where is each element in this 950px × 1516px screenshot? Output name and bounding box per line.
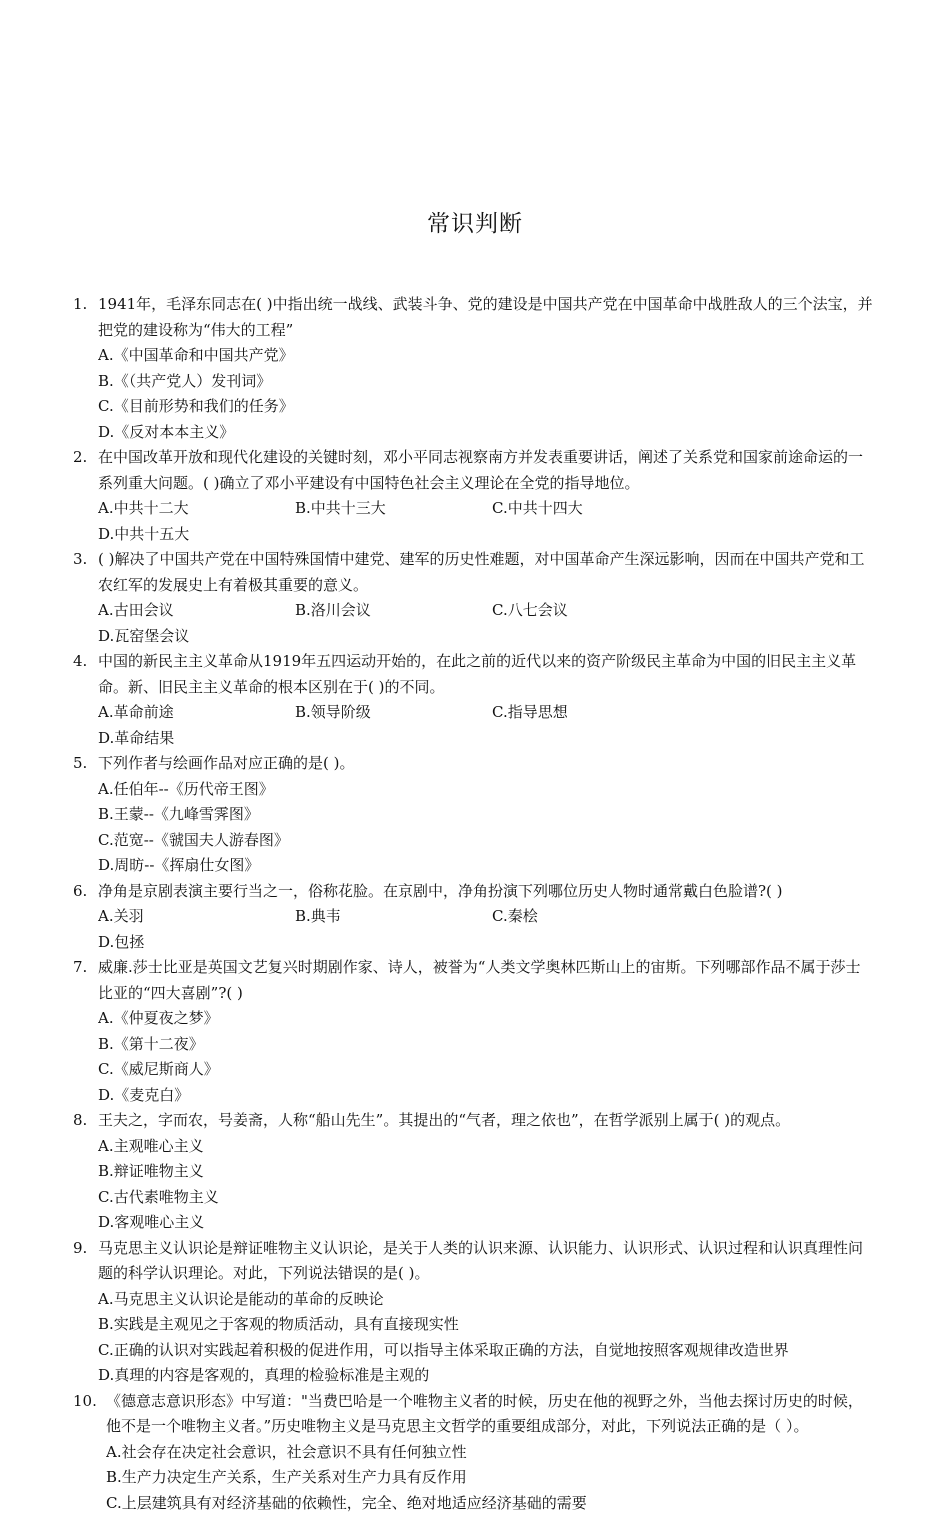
question-text: 在中国改革开放和现代化建设的关键时刻，邓小平同志视察南方并发表重要讲话，阐述了关系党和国家前途命运的一系列重大问题。( )确立了邓小平建设有中国特色社会主义理论在全党的指导地位。 [98, 445, 873, 496]
option-c: C.古代素唯物主义 [98, 1185, 492, 1211]
question-text: 马克思主义认识论是辩证唯物主义认识论，是关于人类的认识来源、认识能力、认识形式、认识过程和认识真理性问题的科学认识理论。对此，下列说法错误的是( )。 [98, 1236, 873, 1287]
question-text: 1941年，毛泽东同志在( )中指出统一战线、武装斗争、党的建设是中国共产党在中国革命中战胜敌人的三个法宝，并把党的建设称为“伟大的工程” [98, 292, 873, 343]
option-b: B.洛川会议 [295, 598, 492, 624]
question-number: 5. [73, 751, 97, 777]
question-9 [73, 1236, 873, 1389]
question-7 [73, 955, 873, 1108]
question-number: 2. [73, 445, 97, 471]
option-d: D.革命结果 [98, 726, 295, 752]
question-number: 1. [73, 292, 97, 318]
option-list [98, 1134, 873, 1236]
page-title: 常识判断 [0, 205, 950, 238]
option-a: A.关羽 [98, 904, 295, 930]
option-d: D.《麦克白》 [98, 1083, 492, 1109]
question-3 [73, 547, 873, 649]
option-a: A.《中国革命和中国共产党》 [98, 343, 492, 369]
option-a: A.主观唯心主义 [98, 1134, 492, 1160]
option-list [98, 777, 873, 879]
question-number: 8. [73, 1108, 97, 1134]
option-c: C.《威尼斯商人》 [98, 1057, 492, 1083]
option-a: A.社会存在决定社会意识，社会意识不具有任何独立性 [106, 1440, 873, 1466]
option-b: B.典韦 [295, 904, 492, 930]
option-list [106, 1440, 873, 1516]
option-d: D.真理的内容是客观的，真理的检验标准是主观的 [98, 1363, 873, 1389]
question-1 [73, 292, 873, 445]
option-list [98, 343, 873, 445]
option-c: C.八七会议 [492, 598, 689, 624]
question-text: 《德意志意识形态》中写道："当费巴哈是一个唯物主义者的时候，历史在他的视野之外，当他去探讨历史的时候，他不是一个唯物主义者。”历史唯物主义是马克思主文哲学的重要组成部分，对此，下列说法正确的是（ ）。 [106, 1389, 873, 1440]
option-d: D.包拯 [98, 930, 295, 956]
option-b: B.实践是主观见之于客观的物质活动，具有直接现实性 [98, 1312, 873, 1338]
option-d: D.周昉--《挥扇仕女图》 [98, 853, 492, 879]
question-number: 7. [73, 955, 97, 981]
option-a: A.古田会议 [98, 598, 295, 624]
option-b: B.领导阶级 [295, 700, 492, 726]
option-list [98, 1287, 873, 1389]
option-list [98, 1006, 873, 1108]
option-c: C.秦桧 [492, 904, 689, 930]
question-text: 威廉.莎士比亚是英国文艺复兴时期剧作家、诗人，被誉为“人类文学奥林匹斯山上的宙斯。下列哪部作品不属于莎士比亚的“四大喜剧”?( ) [98, 955, 873, 1006]
option-b: B.王蒙--《九峰雪霁图》 [98, 802, 492, 828]
option-a: A.中共十二大 [98, 496, 295, 522]
question-text: 下列作者与绘画作品对应正确的是( )。 [98, 751, 873, 777]
question-text: ( )解决了中国共产党在中国特殊国情中建党、建军的历史性难题，对中国革命产生深远影响，因而在中国共产党和工农红军的发展史上有着极其重要的意义。 [98, 547, 873, 598]
option-list [98, 598, 873, 649]
option-c: C.中共十四大 [492, 496, 689, 522]
option-a: A.马克思主义认识论是能动的革命的反映论 [98, 1287, 873, 1313]
option-c: C.指导思想 [492, 700, 689, 726]
option-c: C.《目前形势和我们的任务》 [98, 394, 492, 420]
question-2 [73, 445, 873, 547]
option-d: D.《反对本本主义》 [98, 420, 492, 446]
question-4 [73, 649, 873, 751]
option-b: B.中共十三大 [295, 496, 492, 522]
question-number: 9. [73, 1236, 97, 1262]
option-a: A.革命前途 [98, 700, 295, 726]
option-b: B.生产力决定生产关系，生产关系对生产力具有反作用 [106, 1465, 873, 1491]
option-b: B.《第十二夜》 [98, 1032, 492, 1058]
option-c: C.上层建筑具有对经济基础的依赖性，完全、绝对地适应经济基础的需要 [106, 1491, 873, 1516]
question-number: 3. [73, 547, 97, 573]
option-b: B.辩证唯物主义 [98, 1159, 492, 1185]
option-d: D.中共十五大 [98, 522, 295, 548]
question-6 [73, 879, 873, 956]
option-b: B.《（共产党人）发刊词》 [98, 369, 492, 395]
option-a: A.《仲夏夜之梦》 [98, 1006, 492, 1032]
option-a: A.任伯年--《历代帝王图》 [98, 777, 492, 803]
option-list [98, 904, 873, 955]
option-d: D.客观唯心主义 [98, 1210, 492, 1236]
question-number: 4. [73, 649, 97, 675]
question-text: 中国的新民主主义革命从1919年五四运动开始的，在此之前的近代以来的资产阶级民主革命为中国的旧民主主义革命。新、旧民主主义革命的根本区别在于( )的不同。 [98, 649, 873, 700]
option-c: C.正确的认识对实践起着积极的促进作用，可以指导主体采取正确的方法，自觉地按照客观规律改造世界 [98, 1338, 873, 1364]
question-text: 净角是京剧表演主要行当之一，俗称花脸。在京剧中，净角扮演下列哪位历史人物时通常戴白色脸谱?( ) [98, 879, 873, 905]
question-text: 王夫之，字而农，号姜斋，人称“船山先生”。其提出的“气者，理之依也”，在哲学派别上属于( )的观点。 [98, 1108, 873, 1134]
question-5 [73, 751, 873, 879]
option-list [98, 700, 873, 751]
option-list [98, 496, 873, 547]
question-number: 10. [73, 1389, 105, 1415]
question-8 [73, 1108, 873, 1236]
question-10 [73, 1389, 873, 1516]
option-c: C.范宽--《虢国夫人游春图》 [98, 828, 492, 854]
question-number: 6. [73, 879, 97, 905]
option-d: D.瓦窑堡会议 [98, 624, 295, 650]
question-list [73, 292, 873, 1516]
